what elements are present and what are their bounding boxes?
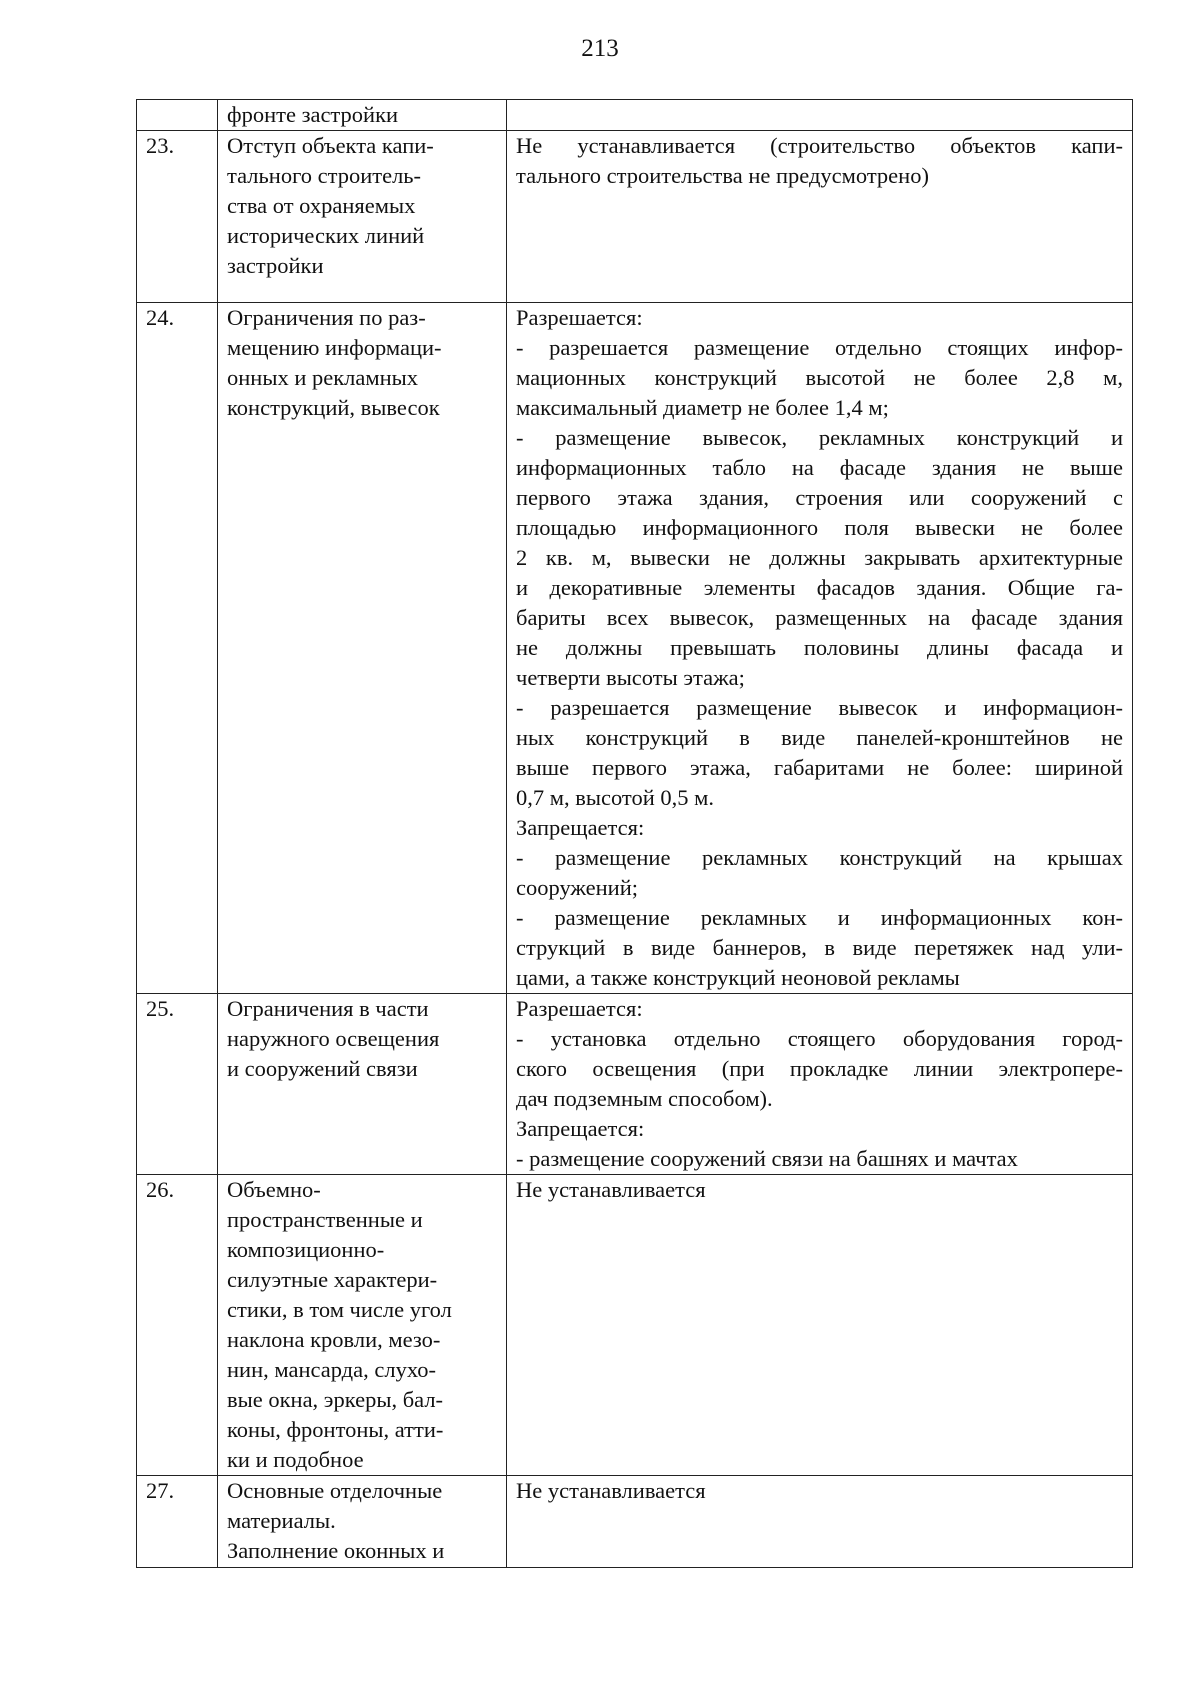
text-line: дач подземным способом). [516, 1086, 773, 1111]
row-number: 26. [137, 1175, 218, 1476]
text-line: ского освещения (при прокладке линии электропере- [516, 1056, 1123, 1081]
table-row [137, 994, 1133, 1175]
text-line: исторических линий [227, 223, 425, 248]
table-row [137, 1175, 1133, 1476]
text-line: четверти высоты этажа; [516, 665, 745, 690]
text-line: вые окна, эркеры, бал- [227, 1387, 444, 1412]
page-number: 213 [581, 35, 619, 62]
table-row [137, 131, 1133, 303]
text-line: Не устанавливается [516, 1478, 706, 1503]
text-line: площадью информационного поля вывески не более [516, 515, 1123, 540]
text-line: сооружений; [516, 875, 639, 900]
text-line: наружного освещения [227, 1026, 440, 1051]
text-line: струкций в виде баннеров, в виде перетяжек над ули- [516, 935, 1123, 960]
text-line: - размещение рекламных и информационных кон- [516, 905, 1123, 930]
text-line: Отступ объекта капи- [227, 133, 434, 158]
text-line: - разрешается размещение вывесок и информацион- [516, 695, 1123, 720]
row-number [137, 100, 218, 131]
table-row [137, 303, 1133, 994]
parameter-value [507, 131, 1133, 303]
text-line: Ограничения по раз- [227, 305, 426, 330]
table-row [137, 1476, 1133, 1568]
text-line: Разрешается: [516, 305, 643, 330]
text-line: максимальный диаметр не более 1,4 м; [516, 395, 889, 420]
text-line: фронте застройки [227, 102, 399, 127]
text-line: тального строитель- [227, 163, 422, 188]
text-line: Основные отделочные [227, 1478, 443, 1503]
text-line: конструкций, вывесок [227, 395, 440, 420]
table-body [137, 100, 1133, 1568]
parameter-value [507, 994, 1133, 1175]
parameter-value [507, 100, 1133, 131]
parameter-value [507, 1175, 1133, 1476]
text-line: 0,7 м, высотой 0,5 м. [516, 785, 714, 810]
text-line: застройки [227, 253, 324, 278]
parameter-name [218, 1476, 507, 1568]
text-line: силуэтные характери- [227, 1267, 438, 1292]
text-line: - установка отдельно стоящего оборудования город- [516, 1026, 1123, 1051]
parameter-value [507, 1476, 1133, 1568]
text-line: выше первого этажа, габаритами не более: шириной [516, 755, 1123, 780]
text-line: и декоративные элементы фасадов здания. Общие га- [516, 575, 1123, 600]
text-line: материалы. [227, 1508, 336, 1533]
row-number: 24. [137, 303, 218, 994]
row-number: 23. [137, 131, 218, 303]
parameter-name [218, 1175, 507, 1476]
text-line: пространственные и [227, 1207, 423, 1232]
text-line: Не устанавливается [516, 1177, 706, 1202]
regulations-table [136, 99, 1133, 1568]
text-line: и сооружений связи [227, 1056, 418, 1081]
text-line: - размещение сооружений связи на башнях и мачтах [516, 1146, 1018, 1171]
text-line: Объемно- [227, 1177, 321, 1202]
text-line: Ограничения в части [227, 996, 429, 1021]
text-line: нин, мансарда, слухо- [227, 1357, 436, 1382]
text-line: 2 кв. м, вывески не должны закрывать архитектурные [516, 545, 1123, 570]
text-line: ных конструкций в виде панелей-кронштейнов не [516, 725, 1123, 750]
text-line: не должны превышать половины длины фасада и [516, 635, 1123, 660]
text-line: ства от охраняемых [227, 193, 416, 218]
text-line [516, 100, 1123, 130]
text-line: коны, фронтоны, атти- [227, 1417, 444, 1442]
text-line: Не устанавливается (строительство объектов капи- [516, 133, 1123, 158]
text-line: - разрешается размещение отдельно стоящих инфор- [516, 335, 1123, 360]
text-line: информационных табло на фасаде здания не выше [516, 455, 1123, 480]
text-line: онных и рекламных [227, 365, 419, 390]
text-line: стики, в том числе угол [227, 1297, 452, 1322]
text-line: мещению информаци- [227, 335, 442, 360]
table-row [137, 100, 1133, 131]
text-line: первого этажа здания, строения или сооружений с [516, 485, 1123, 510]
text-line: композиционно- [227, 1237, 385, 1262]
text-line: бариты всех вывесок, размещенных на фасаде здания [516, 605, 1123, 630]
text-line: Заполнение оконных и [227, 1538, 445, 1563]
text-line: мационных конструкций высотой не более 2,8 м, [516, 365, 1123, 390]
text-line: - размещение рекламных конструкций на крышах [516, 845, 1123, 870]
text-line: цами, а также конструкций неоновой рекламы [516, 965, 960, 990]
text-line: тального строительства не предусмотрено) [516, 163, 929, 188]
text-line: Запрещается: [516, 1116, 645, 1141]
row-number: 25. [137, 994, 218, 1175]
parameter-name [218, 303, 507, 994]
parameter-name [218, 994, 507, 1175]
text-line: Запрещается: [516, 815, 645, 840]
parameter-name [218, 131, 507, 303]
row-number: 27. [137, 1476, 218, 1568]
text-line: наклона кровли, мезо- [227, 1327, 441, 1352]
parameter-value [507, 303, 1133, 994]
parameter-name [218, 100, 507, 131]
text-line: Разрешается: [516, 996, 643, 1021]
text-line: - размещение вывесок, рекламных конструкций и [516, 425, 1123, 450]
text-line: ки и подобное [227, 1447, 364, 1472]
